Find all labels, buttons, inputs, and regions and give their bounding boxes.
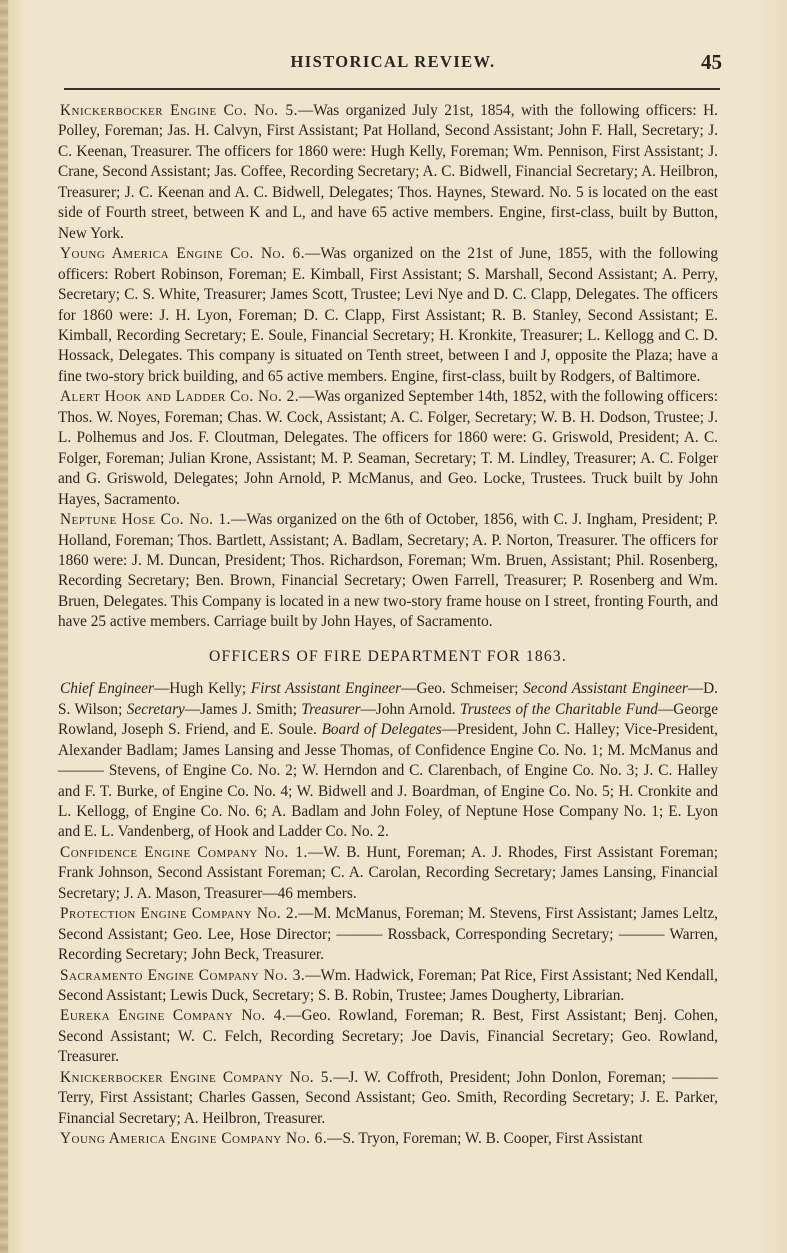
company-name: Protection Engine Company No. 2. (60, 905, 299, 923)
page-body (58, 101, 718, 1150)
paragraph-text: —J. W. Coffroth, President; John Donlon, Foreman; ——— Terry, First Assistant; Charles Gassen, Second Assistant; Geo. Smith, Recording Secretary; J. E. Parker, Financial Secretary; A. Heilbron, Treasurer. (58, 1068, 718, 1127)
paragraph-text: —W. B. Hunt, Foreman; A. J. Rhodes, First Assistant Foreman; Frank Johnson, Second Assistant Foreman; C. A. Carolan, Recording Secretary; James Lansing, Financial Secretary; J. A. Mason, Treasurer—46 members. (58, 843, 719, 902)
company-name: Confidence Engine Company No. 1. (60, 843, 308, 861)
officer-text: —President, John C. Halley; Vice-President, Alexander Badlam; James Lansing and Jesse Thomas, of Confidence Engine Co. No. 1; M. McManus and ——— Stevens, of Engine Co. No. 2; W. Herndon and C. Clarenbach, of Engine Co. No. 3; J. C. Halley and F. T. Burke, of Engine Co. No. 4; W. Bidwell and J. Boardman, of Engine Co. No. 5; H. Cronkite and L. Kellogg, of Engine Co. No. 6; A. Badlam and John Foley, of Neptune Hose Company No. 1; E. Lyon and E. L. Vandenberg, of Hook and Ladder Co. No. 2. (58, 721, 718, 841)
paragraph-young-america-1855 (58, 244, 718, 387)
paragraph-knickerbocker-1863 (58, 1068, 718, 1129)
paragraph-sacramento-1863 (58, 966, 718, 1007)
officer-label: Chief Engineer (60, 680, 154, 698)
officer-label: First Assistant Engineer (250, 680, 402, 698)
officer-label: Second Assistant Engineer (523, 680, 688, 698)
officer-text: —Hugh Kelly; (153, 680, 251, 698)
page-header (60, 50, 726, 80)
company-name: Young America Engine Company No. 6. (60, 1130, 328, 1148)
paragraph-text: —M. McManus, Foreman; M. Stevens, First Assistant; James Leltz, Second Assistant; Geo. Lee, Hose Director; ——— Rossback, Corresponding Secretary; ——— Warren, Recording Secretary; John Beck, Treasurer. (58, 905, 718, 964)
officer-label: Board of Delegates (321, 721, 442, 739)
running-title: HISTORICAL REVIEW. (290, 52, 496, 71)
paragraph-text: —Was organized July 21st, 1854, with the following officers: H. Polley, Foreman; Jas. H. Calvyn, First Assistant; Pat Holland, Second Assistant; John F. Hall, Secretary; J. C. Keenan, Treasurer. The officers for 1860 were: Hugh Kelly, Foreman; Wm. Pennison, First Assistant; J. Crane, Second Assistant; Jas. Coffee, Recording Secretary; A. C. Bidwell, Financial Secretary; A. Heilbron, Treasurer; J. C. Keenan and A. C. Bidwell, Delegates; Thos. Haynes, Steward. No. 5 is located on the east side of Fourth street, between K and L, and have 65 active members. Engine, first-class, built by Button, New York. (58, 102, 718, 242)
paragraph-eureka-1863 (58, 1006, 718, 1067)
paragraph-text: —Was organized on the 6th of October, 1856, with C. J. Ingham, President; P. Holland, Foreman; Thos. Bartlett, Assistant; A. Badlam, Secretary; A. P. Norton, Treasurer. The officers for 1860 were: J. M. Duncan, President; Thos. Richardson, Foreman; Wm. Bruen, Assistant; Phil. Rosenberg, Recording Secretary; Ben. Brown, Financial Secretary; Owen Farrell, Treasurer; P. Rosenberg and Wm. Bruen, Delegates. This Company is located in a new two-story frame house on I street, fronting Fourth, and have 25 active members. Carriage built by John Hayes, of Sacramento. (58, 511, 719, 631)
paragraph-protection-1863 (58, 904, 718, 965)
paragraph-officers-1863 (58, 679, 718, 843)
company-name: Young America Engine Co. No. 6. (60, 245, 306, 263)
paragraph-alert-hook-1852 (58, 387, 718, 510)
officer-text: —D. S. Wilson; (58, 680, 718, 718)
company-name: Sacramento Engine Company No. 3. (60, 966, 306, 984)
paragraph-neptune-hose-1856 (58, 510, 718, 633)
paragraph-text: —Wm. Hadwick, Foreman; Pat Rice, First Assistant; Ned Kendall, Second Assistant; Lewis Duck, Secretary; S. B. Robin, Trustee; James Dougherty, Librarian. (58, 966, 718, 1005)
paragraph-text: —Geo. Rowland, Foreman; R. Best, First Assistant; Benj. Cohen, Second Assistant; W. C. Felch, Recording Secretary; Joe Davis, Financial Secretary; Geo. Rowland, Treasurer. (58, 1007, 718, 1066)
page-number: 45 (701, 50, 722, 74)
officer-text: —John Arnold. (360, 700, 461, 718)
paragraph-young-america-1863 (58, 1129, 718, 1149)
paragraph-text: —Was organized September 14th, 1852, with the following officers: Thos. W. Noyes, Foreman; Chas. W. Cock, Assistant; A. C. Folger, Secretary; W. B. H. Dodson, Trustee; J. L. Polhemus and Jos. F. Cloutman, Delegates. The officers for 1860 were: G. Griswold, President; A. C. Folger, Foreman; Julian Krone, Assistant; M. P. Seaman, Secretary; T. M. Lindley, Treasurer; A. C. Folger and G. Griswold, Delegates; John Arnold, P. McManus, and Geo. Locke, Trustees. Truck built by John Hayes, Sacramento. (58, 388, 718, 508)
paragraph-confidence-1863 (58, 843, 718, 904)
officer-label: Treasurer (301, 700, 361, 718)
section-title: OFFICERS OF FIRE DEPARTMENT FOR 1863. (208, 647, 567, 665)
company-name: Neptune Hose Co. No. 1. (60, 511, 232, 529)
company-name: Knickerbocker Engine Company No. 5. (60, 1068, 334, 1086)
officer-text: —Geo. Schmeiser; (401, 680, 524, 698)
paragraph-knickerbocker-1854 (58, 101, 718, 244)
paragraph-text: —S. Tryon, Foreman; W. B. Cooper, First Assistant (327, 1130, 643, 1148)
header-rule (64, 88, 720, 90)
company-name: Eureka Engine Company No. 4. (60, 1007, 287, 1025)
page-binding-edge (0, 0, 8, 1253)
paragraph-text: —Was organized on the 21st of June, 1855, with the following officers: Robert Robinson, Foreman; E. Kimball, First Assistant; S. Marshall, Second Assistant; A. Perry, Secretary; C. S. White, Treasurer; James Scott, Trustee; Levi Nye and D. C. Clapp, Delegates. The officers for 1860 were: J. H. Lyon, Foreman; D. C. Clapp, First Assistant; R. B. Stanley, Second Assistant; E. Kimball, Recording Secretary; E. Soule, Financial Secretary; H. Kronkite, Treasurer; L. Kellogg and C. D. Hossack, Delegates. This company is situated on Tenth street, between I and J, opposite the Plaza; have a fine two-story brick building, and 65 active members. Engine, first-class, built by Rodgers, of Baltimore. (58, 245, 718, 385)
company-name: Knickerbocker Engine Co. No. 5. (60, 102, 298, 119)
officer-text: —George Rowland, Joseph S. Friend, and E. Soule. (58, 700, 719, 739)
officer-label: Secretary (126, 700, 185, 718)
company-name: Alert Hook and Ladder Co. No. 2. (60, 388, 300, 406)
officer-label: Trustees of the Charitable Fund (460, 700, 658, 718)
officer-text: —James J. Smith; (184, 700, 302, 718)
